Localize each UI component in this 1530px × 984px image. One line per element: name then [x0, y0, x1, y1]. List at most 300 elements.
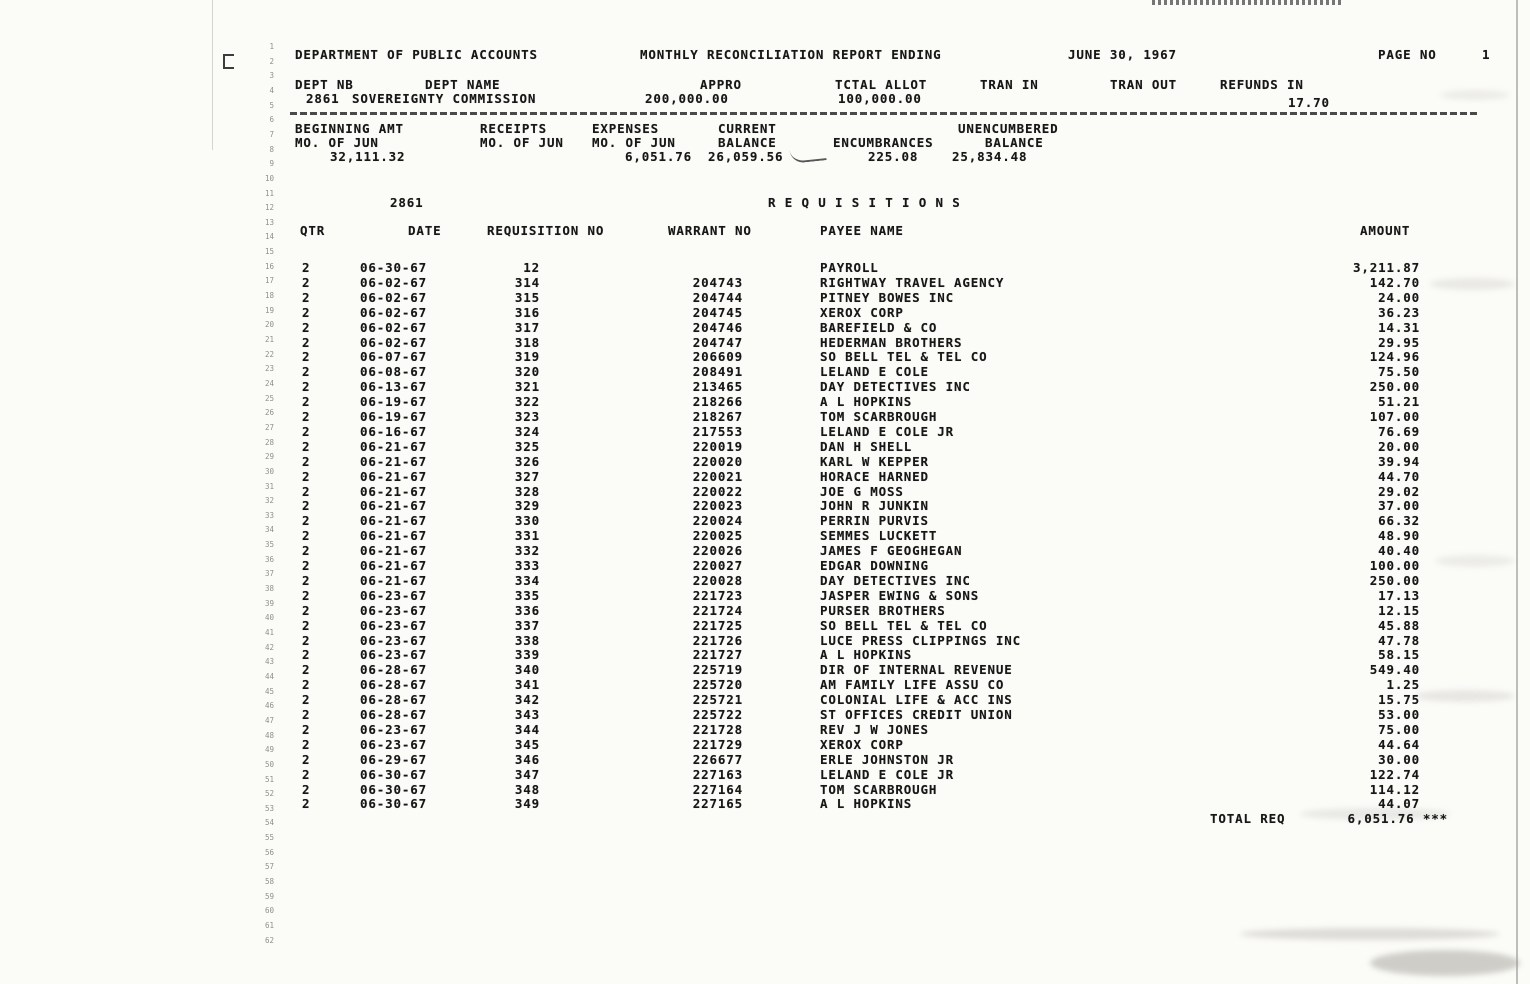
date-cell: 06-23-67 [360, 587, 428, 603]
unencumbered-value: 25,834.48 [952, 149, 1028, 164]
table-row [0, 454, 1530, 469]
amount-cell: 44.70 [1378, 468, 1420, 484]
date-cell: 06-21-67 [360, 498, 428, 514]
qtr-cell: 2 [302, 677, 311, 693]
margin-line-number: 51 [264, 774, 274, 784]
warrant-no-cell: 220026 [692, 543, 743, 559]
warrant-no-cell: 208491 [692, 364, 743, 380]
payee-name-cell: BAREFIELD & CO [820, 319, 938, 335]
total-req-label: TOTAL REQ [1210, 811, 1286, 826]
margin-line-number: 38 [264, 584, 274, 594]
payee-name-cell: SEMMES LUCKETT [820, 528, 938, 544]
warrant-no-cell: 218266 [692, 394, 743, 410]
qtr-cell: 2 [302, 543, 311, 559]
margin-line-number: 7 [269, 129, 274, 139]
amount-cell: 44.07 [1378, 796, 1420, 812]
qtr-cell: 2 [302, 587, 311, 603]
date-cell: 06-02-67 [360, 289, 428, 305]
margin-line-number: 3 [269, 71, 274, 81]
warrant-no-cell: 220019 [692, 438, 743, 454]
beginning-amt-label: BEGINNING AMT [295, 121, 404, 136]
amount-cell: 51.21 [1378, 394, 1420, 410]
date-cell: 06-30-67 [360, 796, 428, 812]
margin-line-number: 36 [264, 554, 274, 564]
amount-cell: 47.78 [1378, 632, 1420, 648]
margin-line-number: 2 [269, 56, 274, 66]
qtr-cell: 2 [302, 274, 311, 290]
payee-name-cell: JOHN R JUNKIN [820, 498, 929, 514]
payee-name-cell: SO BELL TEL & TEL CO [820, 349, 988, 365]
margin-line-number: 19 [264, 305, 274, 315]
requisition-no-cell: 344 [514, 721, 540, 737]
total-req-amount: 6,051.76 *** [1347, 811, 1448, 826]
table-row [0, 290, 1530, 305]
payee-name-cell: SO BELL TEL & TEL CO [820, 617, 988, 633]
margin-line-number: 40 [264, 613, 274, 623]
qtr-cell: 2 [302, 394, 311, 410]
margin-line-number: 14 [264, 232, 274, 242]
warrant-no-cell: 220024 [692, 513, 743, 529]
qtr-cell: 2 [302, 632, 311, 648]
margin-line-number: 9 [269, 159, 274, 169]
date-cell: 06-28-67 [360, 662, 428, 678]
amount-cell: 37.00 [1378, 498, 1420, 514]
amount-cell: 142.70 [1369, 274, 1420, 290]
warrant-no-cell: 221725 [692, 617, 743, 633]
warrant-no-cell: 220023 [692, 498, 743, 514]
table-row [0, 722, 1530, 737]
warrant-no-cell: 225722 [692, 707, 743, 722]
margin-line-number: 24 [264, 378, 274, 388]
section-title: R E Q U I S I T I O N S [768, 195, 961, 210]
table-row [0, 677, 1530, 692]
requisition-no-cell: 331 [514, 528, 540, 544]
payee-name-cell: KARL W KEPPER [820, 453, 929, 469]
payee-name-cell: A L HOPKINS [820, 647, 913, 663]
qtr-cell: 2 [302, 692, 311, 708]
expenses-sub-label: MO. OF JUN [592, 135, 676, 150]
payee-name-cell: PURSER BROTHERS [820, 602, 946, 618]
table-row [0, 662, 1530, 677]
date-cell: 06-21-67 [360, 513, 428, 529]
qtr-cell: 2 [302, 319, 311, 335]
requisition-no-cell: 332 [514, 543, 540, 559]
margin-line-number: 61 [264, 921, 274, 930]
payee-name-cell: REV J W JONES [820, 721, 929, 737]
amount-cell: 75.00 [1378, 721, 1420, 737]
dept-no-label: DEPT NB [295, 77, 354, 92]
table-row [0, 752, 1530, 767]
amount-cell: 39.94 [1378, 453, 1420, 469]
qtr-cell: 2 [302, 483, 311, 499]
amount-cell: 107.00 [1369, 409, 1420, 424]
warrant-no-cell: 221729 [692, 736, 743, 752]
qtr-cell: 2 [302, 707, 311, 722]
margin-line-number: 1 [269, 42, 274, 51]
requisition-no-cell: 348 [514, 781, 540, 797]
table-row [0, 707, 1530, 722]
requisition-no-cell: 314 [514, 274, 540, 290]
date-cell: 06-30-67 [360, 766, 428, 782]
qtr-cell: 2 [302, 796, 311, 812]
date-cell: 06-19-67 [360, 409, 428, 424]
margin-line-number: 17 [264, 276, 274, 286]
total-allot-label: TCTAL ALLOT [835, 77, 928, 92]
appro-value: 200,000.00 [645, 91, 729, 106]
table-row [0, 618, 1530, 633]
table-row [0, 767, 1530, 782]
payee-name-cell: PERRIN PURVIS [820, 513, 929, 529]
qtr-cell: 2 [302, 528, 311, 544]
amount-cell: 114.12 [1369, 781, 1420, 797]
date-cell: 06-21-67 [360, 438, 428, 454]
date-cell: 06-21-67 [360, 468, 428, 484]
date-cell: 06-02-67 [360, 304, 428, 320]
requisition-no-cell: 330 [514, 513, 540, 529]
unencumbered-sub-label: BALANCE [985, 135, 1044, 150]
requisition-no-cell: 341 [514, 677, 540, 693]
current-sub-label: BALANCE [718, 135, 777, 150]
refunds-in-value: 17.70 [1288, 95, 1330, 110]
payee-name-cell: HEDERMAN BROTHERS [820, 334, 963, 350]
date-cell: 06-08-67 [360, 364, 428, 380]
margin-line-number: 30 [264, 466, 274, 476]
requisition-no-cell: 323 [514, 409, 540, 424]
amount-cell: 75.50 [1378, 364, 1420, 380]
warrant-no-cell: 227163 [692, 766, 743, 782]
margin-line-number: 20 [264, 320, 274, 330]
qtr-cell: 2 [302, 468, 311, 484]
margin-line-number: 15 [264, 247, 274, 257]
requisition-no-cell: 316 [514, 304, 540, 320]
requisition-no-cell: 328 [514, 483, 540, 499]
qtr-cell: 2 [302, 349, 311, 365]
date-cell: 06-28-67 [360, 707, 428, 722]
amount-cell: 20.00 [1378, 438, 1420, 454]
margin-line-number: 52 [264, 789, 274, 799]
warrant-no-cell: 221723 [692, 587, 743, 603]
qtr-cell: 2 [302, 602, 311, 618]
margin-line-number: 57 [264, 862, 274, 872]
table-row [0, 335, 1530, 350]
requisition-no-cell: 343 [514, 707, 540, 722]
date-cell: 06-23-67 [360, 721, 428, 737]
table-row [0, 782, 1530, 797]
margin-line-number: 18 [264, 291, 274, 301]
warrant-no-cell: 226677 [692, 751, 743, 767]
requisition-no-cell: 318 [514, 334, 540, 350]
qtr-cell: 2 [302, 736, 311, 752]
requisition-no-cell: 345 [514, 736, 540, 752]
report-date: JUNE 30, 1967 [1068, 47, 1177, 62]
payee-name-cell: DAY DETECTIVES INC [820, 379, 971, 395]
warrant-no-cell: 227165 [692, 796, 743, 812]
amount-cell: 29.95 [1378, 334, 1420, 350]
table-row [0, 466, 1530, 484]
qtr-cell: 2 [302, 423, 311, 439]
date-cell: 06-23-67 [360, 647, 428, 663]
total-allot-value: 100,000.00 [838, 91, 922, 106]
date-cell: 06-21-67 [360, 558, 428, 573]
margin-line-number: 59 [264, 891, 274, 901]
margin-line-number: 44 [264, 671, 274, 681]
payee-name-cell: XEROX CORP [820, 304, 904, 320]
scan-smudge [1240, 928, 1500, 940]
amount-cell: 44.64 [1378, 736, 1420, 752]
date-cell: 06-23-67 [360, 632, 428, 648]
warrant-no-cell: 221724 [692, 602, 743, 618]
requisition-no-cell: 322 [514, 394, 540, 410]
page-no-label: PAGE NO [1378, 47, 1437, 62]
requisition-no-cell: 327 [514, 468, 540, 484]
margin-line-number: 22 [264, 349, 274, 359]
current-value: 26,059.56 [708, 149, 784, 164]
payee-name-cell: LUCE PRESS CLIPPINGS INC [820, 632, 1022, 648]
payee-name-cell: PAYROLL [820, 260, 879, 275]
requisition-no-cell: 320 [514, 364, 540, 380]
tran-out-label: TRAN OUT [1110, 77, 1178, 92]
table-row [0, 528, 1530, 543]
requisition-no-cell: 324 [514, 423, 540, 439]
warrant-no-cell: 220025 [692, 528, 743, 544]
table-row [0, 498, 1530, 513]
receipts-sub-label: MO. OF JUN [480, 135, 564, 150]
payee-name-cell: HORACE HARNED [820, 468, 929, 484]
agency-title: DEPARTMENT OF PUBLIC ACCOUNTS [295, 47, 538, 62]
amount-cell: 48.90 [1378, 528, 1420, 544]
qtr-cell: 2 [302, 766, 311, 782]
qtr-cell: 2 [302, 781, 311, 797]
amount-cell: 3,211.87 [1352, 260, 1420, 275]
dept-name-value: SOVEREIGNTY COMMISSION [352, 91, 537, 106]
warrant-no-cell: 204743 [692, 274, 743, 290]
table-row [0, 647, 1530, 662]
payee-name-cell: JASPER EWING & SONS [820, 587, 980, 603]
amount-cell: 66.32 [1378, 513, 1420, 529]
date-cell: 06-29-67 [360, 751, 428, 767]
margin-line-number: 37 [264, 569, 274, 579]
margin-line-number: 32 [264, 496, 274, 506]
tran-in-label: TRAN IN [980, 77, 1039, 92]
requisition-no-cell: 319 [514, 349, 540, 365]
current-label: CURRENT [718, 121, 777, 136]
col-header-requisition-no: REQUISITION NO [487, 223, 605, 238]
amount-cell: 15.75 [1378, 692, 1420, 708]
table-row [0, 543, 1530, 558]
margin-line-number: 26 [264, 408, 274, 418]
date-cell: 06-21-67 [360, 528, 428, 544]
qtr-cell: 2 [302, 662, 311, 678]
warrant-no-cell: 225721 [692, 692, 743, 708]
margin-line-number: 62 [264, 935, 274, 945]
qtr-cell: 2 [302, 260, 311, 275]
requisition-no-cell: 329 [514, 498, 540, 514]
payee-name-cell: DAY DETECTIVES INC [820, 572, 971, 588]
payee-name-cell: COLONIAL LIFE & ACC INS [820, 692, 1013, 708]
margin-line-number: 41 [264, 628, 274, 637]
requisition-no-cell: 326 [514, 453, 540, 469]
requisition-no-cell: 315 [514, 289, 540, 305]
expenses-label: EXPENSES [592, 121, 660, 136]
expenses-value: 6,051.76 [625, 149, 693, 164]
scan-smudge [1440, 90, 1510, 100]
qtr-cell: 2 [302, 721, 311, 737]
receipts-label: RECEIPTS [480, 121, 548, 136]
payee-name-cell: DIR OF INTERNAL REVENUE [820, 662, 1013, 678]
amount-cell: 250.00 [1369, 572, 1420, 588]
unencumbered-label: UNENCUMBERED [958, 121, 1059, 136]
payee-name-cell: AM FAMILY LIFE ASSU CO [820, 677, 1005, 693]
qtr-cell: 2 [302, 647, 311, 663]
margin-line-number: 50 [264, 759, 274, 769]
margin-line-number: 21 [264, 335, 274, 344]
qtr-cell: 2 [302, 334, 311, 350]
amount-cell: 17.13 [1378, 587, 1420, 603]
amount-cell: 24.00 [1378, 289, 1420, 305]
payee-name-cell: PITNEY BOWES INC [820, 289, 955, 305]
payee-name-cell: LELAND E COLE [820, 364, 929, 380]
table-row [0, 305, 1530, 320]
table-row [0, 736, 1530, 755]
date-cell: 06-28-67 [360, 677, 428, 693]
warrant-no-cell: 220021 [692, 468, 743, 484]
qtr-cell: 2 [302, 572, 311, 588]
table-row [0, 260, 1530, 275]
margin-line-number: 42 [264, 642, 274, 652]
qtr-cell: 2 [302, 617, 311, 633]
beginning-sub-label: MO. OF JUN [295, 135, 379, 150]
margin-line-number: 4 [269, 85, 274, 95]
payee-name-cell: LELAND E COLE JR [820, 423, 955, 439]
payee-name-cell: TOM SCARBROUGH [820, 409, 938, 424]
encumbrances-label: ENCUMBRANCES [833, 135, 934, 150]
date-cell: 06-21-67 [360, 483, 428, 499]
margin-line-number: 48 [264, 730, 274, 740]
margin-line-number: 11 [264, 188, 274, 198]
warrant-no-cell: 221727 [692, 647, 743, 663]
warrant-no-cell: 204745 [692, 304, 743, 320]
requisition-no-cell: 321 [514, 379, 540, 395]
col-header-date: DATE [408, 223, 442, 238]
requisition-no-cell: 339 [514, 647, 540, 663]
margin-line-number: 13 [264, 217, 274, 227]
payee-name-cell: LELAND E COLE JR [820, 766, 955, 782]
payee-name-cell: RIGHTWAY TRAVEL AGENCY [820, 274, 1005, 290]
col-header-qtr: QTR [300, 223, 326, 238]
amount-cell: 45.88 [1378, 617, 1420, 633]
margin-line-number: 31 [264, 481, 274, 491]
amount-cell: 29.02 [1378, 483, 1420, 499]
margin-line-number: 34 [264, 525, 274, 535]
qtr-cell: 2 [302, 751, 311, 767]
margin-line-number: 58 [264, 877, 274, 887]
warrant-no-cell: 221726 [692, 632, 743, 648]
margin-line-number: 56 [264, 847, 274, 857]
amount-cell: 100.00 [1369, 558, 1420, 573]
margin-line-number: 43 [264, 657, 274, 667]
margin-line-number: 49 [264, 745, 274, 755]
date-cell: 06-02-67 [360, 334, 428, 350]
margin-line-number: 28 [264, 437, 274, 447]
date-cell: 06-07-67 [360, 349, 428, 365]
warrant-no-cell: 227164 [692, 781, 743, 797]
warrant-no-cell: 220027 [692, 558, 743, 573]
dashed-separator [290, 112, 1478, 115]
qtr-cell: 2 [302, 289, 311, 305]
requisition-no-cell: 346 [514, 751, 540, 767]
date-cell: 06-30-67 [360, 260, 428, 275]
warrant-no-cell: 220020 [692, 453, 743, 469]
table-row [0, 633, 1530, 648]
warrant-no-cell: 204744 [692, 289, 743, 305]
margin-line-number: 23 [264, 364, 274, 374]
warrant-no-cell: 204746 [692, 319, 743, 335]
refunds-in-label: REFUNDS IN [1220, 77, 1304, 92]
margin-line-number: 6 [269, 115, 274, 125]
table-row [0, 573, 1530, 588]
table-row [0, 275, 1530, 290]
date-cell: 06-30-67 [360, 781, 428, 797]
date-cell: 06-13-67 [360, 379, 428, 395]
warrant-no-cell: 206609 [692, 349, 743, 365]
table-row [0, 379, 1530, 394]
payee-name-cell: JOE G MOSS [820, 483, 904, 499]
warrant-no-cell: 213465 [692, 379, 743, 395]
qtr-cell: 2 [302, 513, 311, 529]
table-row [0, 409, 1530, 424]
amount-cell: 30.00 [1378, 751, 1420, 767]
date-cell: 06-23-67 [360, 602, 428, 618]
col-header-amount: AMOUNT [1360, 223, 1411, 238]
table-row [0, 558, 1530, 573]
qtr-cell: 2 [302, 304, 311, 320]
warrant-no-cell: 221728 [692, 721, 743, 737]
table-row [0, 796, 1530, 811]
date-cell: 06-21-67 [360, 572, 428, 588]
table-row [0, 439, 1530, 454]
payee-name-cell: JAMES F GEOGHEGAN [820, 543, 963, 559]
date-cell: 06-16-67 [360, 423, 428, 439]
margin-line-number: 35 [264, 540, 274, 550]
report-title: MONTHLY RECONCILIATION REPORT ENDING [640, 47, 942, 62]
payee-name-cell: DAN H SHELL [820, 438, 913, 454]
payee-name-cell: ST OFFICES CREDIT UNION [820, 707, 1013, 722]
requisition-no-cell: 317 [514, 319, 540, 335]
dept-name-label: DEPT NAME [425, 77, 501, 92]
margin-line-number: 25 [264, 393, 274, 403]
margin-line-number: 47 [264, 715, 274, 725]
date-cell: 06-23-67 [360, 736, 428, 752]
qtr-cell: 2 [302, 453, 311, 469]
appro-label: APPRO [700, 77, 742, 92]
col-header-warrant-no: WARRANT NO [668, 223, 752, 238]
table-row [0, 349, 1530, 364]
table-row [0, 364, 1530, 379]
warrant-no-cell: 220028 [692, 572, 743, 588]
requisition-no-cell: 342 [514, 692, 540, 708]
amount-cell: 40.40 [1378, 543, 1420, 559]
qtr-cell: 2 [302, 438, 311, 454]
requisition-no-cell: 335 [514, 587, 540, 603]
amount-cell: 250.00 [1369, 379, 1420, 395]
amount-cell: 14.31 [1378, 319, 1420, 335]
warrant-no-cell: 204747 [692, 334, 743, 350]
warrant-no-cell: 217553 [692, 423, 743, 439]
qtr-cell: 2 [302, 558, 311, 573]
margin-line-number: 53 [264, 803, 274, 813]
amount-cell: 124.96 [1369, 349, 1420, 365]
qtr-cell: 2 [302, 409, 311, 424]
